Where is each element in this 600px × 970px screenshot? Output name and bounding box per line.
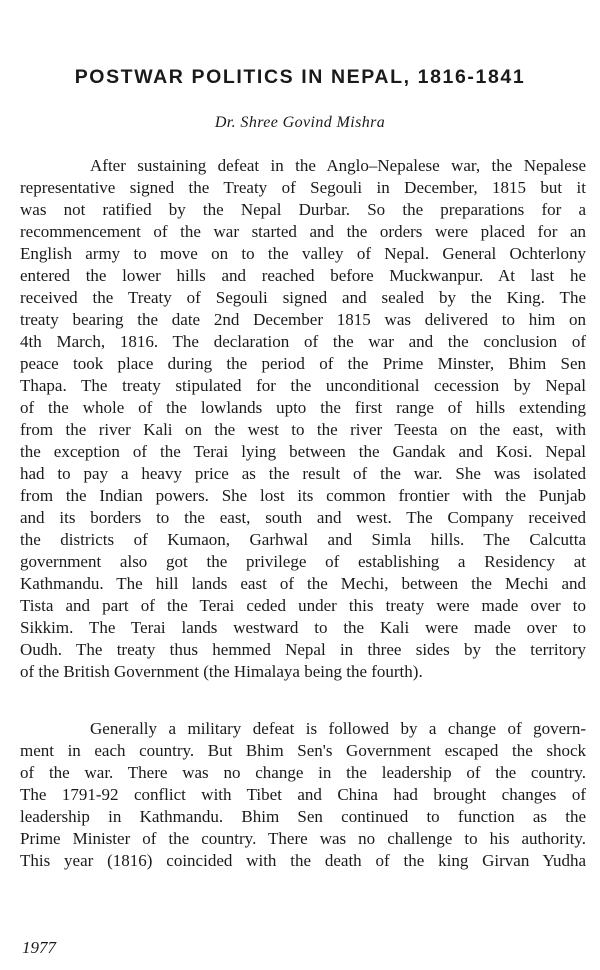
paragraph-line: of the war. There was no change in the leadership of the country.	[20, 763, 586, 782]
paragraph-line: of the British Government (the Himalaya being the fourth).	[20, 662, 423, 681]
article-title: POSTWAR POLITICS IN NEPAL, 1816-1841	[74, 66, 526, 88]
paragraph-line: ment in each country. But Bhim Sen's Government escaped the shock	[20, 741, 586, 760]
paragraph-line: the districts of Kumaon, Garhwal and Simla hills. The Calcutta	[20, 530, 586, 549]
paragraph-line: treaty bearing the date 2nd December 1815 was delivered to him on	[20, 310, 586, 329]
paragraph-line: the exception of the Terai lying between the Gandak and Kosi. Nepal	[20, 442, 586, 461]
paragraph-line: Thapa. The treaty stipulated for the unconditional cecession by Nepal	[20, 376, 586, 395]
paragraph-line: entered the lower hills and reached before Muckwanpur. At last he	[20, 266, 586, 285]
paragraph-line: recommencement of the war started and the orders were placed for an	[20, 222, 586, 241]
paragraph-line: and its borders to the east, south and west. The Company received	[20, 508, 586, 527]
paragraph-line: government also got the privilege of establishing a Residency at	[20, 552, 586, 571]
paragraph-line: representative signed the Treaty of Segouli in December, 1815 but it	[20, 178, 586, 197]
page-number: 1977	[22, 938, 56, 957]
article-author: Dr. Shree Govind Mishra	[214, 114, 386, 131]
paragraph-line: was not ratified by the Nepal Durbar. So the preparations for a	[20, 200, 586, 219]
paragraph-line: 4th March, 1816. The declaration of the war and the conclusion of	[20, 332, 586, 351]
paragraph-line: from the river Kali on the west to the river Teesta on the east, with	[20, 420, 586, 439]
paragraph-line: Sikkim. The Terai lands westward to the Kali were made over to	[20, 618, 586, 637]
paragraph-line: of the whole of the lowlands upto the first range of hills extending	[20, 398, 586, 417]
paragraph-line: peace took place during the period of the Prime Minster, Bhim Sen	[20, 354, 586, 373]
paragraph-line: Generally a military defeat is followed by a change of govern-	[90, 719, 586, 738]
paragraph-line: Kathmandu. The hill lands east of the Mechi, between the Mechi and	[20, 574, 586, 593]
paragraph-line: This year (1816) coincided with the death of the king Girvan Yudha	[20, 851, 586, 870]
paragraph-line: Prime Minister of the country. There was no challenge to his authority.	[20, 829, 586, 848]
paragraph-line: leadership in Kathmandu. Bhim Sen continued to function as the	[20, 807, 586, 826]
paragraph-line: After sustaining defeat in the Anglo–Nepalese war, the Nepalese	[90, 156, 586, 175]
paragraph-line: Oudh. The treaty thus hemmed Nepal in three sides by the territory	[20, 640, 586, 659]
paragraph-line: The 1791-92 conflict with Tibet and China had brought changes of	[20, 785, 586, 804]
paragraph-line: received the Treaty of Segouli signed and sealed by the King. The	[20, 288, 586, 307]
paragraph-line: from the Indian powers. She lost its common frontier with the Punjab	[20, 486, 586, 505]
paragraph-line: had to pay a heavy price as the result of the war. She was isolated	[20, 464, 586, 483]
paragraph-line: English army to move on to the valley of Nepal. General Ochterlony	[20, 244, 586, 263]
paragraph-line: Tista and part of the Terai ceded under this treaty were made over to	[20, 596, 586, 615]
